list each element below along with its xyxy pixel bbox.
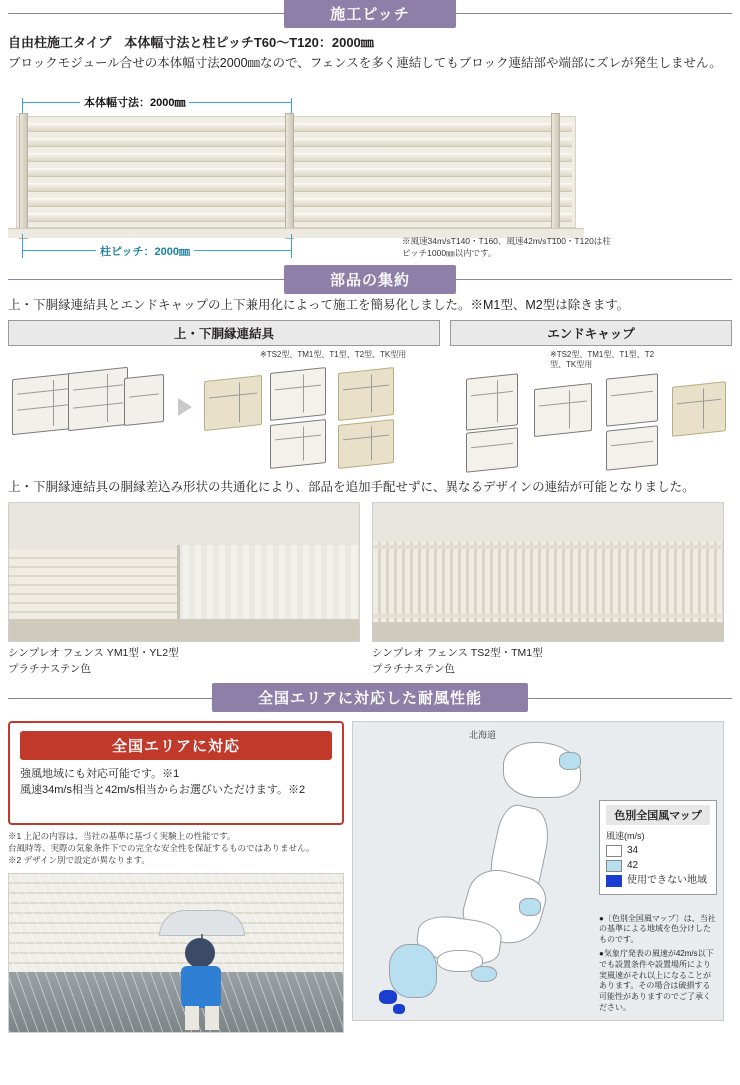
legend-swatch-unavailable (606, 875, 622, 887)
photo2-caption-line1: シンプレオ フェンス TS2型・TM1型 (372, 647, 543, 660)
photo-block-ts2 (372, 502, 724, 676)
parts-illustrations-connectors (8, 346, 440, 476)
parts-illustrations-endcap (450, 346, 732, 476)
parts-lead: 上・下胴縁連結具とエンドキャップの上下兼用化によって施工を簡易化しました。※M1型、M2型は除きます。 (8, 298, 630, 313)
photo1-caption-line1: シンプレオ フェンス YM1型・YL2型 (8, 647, 179, 660)
legend-label-42: 42 (627, 860, 639, 872)
photo1-caption-line2: プラチナステン色 (8, 662, 91, 675)
section-heading-wind-label: 全国エリアに対応した耐風性能 (212, 683, 528, 712)
map-region-south-island-2 (393, 1004, 405, 1014)
pitch-note: ※風速34m/sT140・T160、風速42m/sT100・T120は柱ピッチ1000㎜以内です。 (402, 236, 611, 258)
wind-red-tag: 全国エリアに対応 (20, 731, 332, 760)
legend-row-unavailable (606, 875, 710, 887)
legend-swatch-42 (606, 860, 622, 872)
parts-col-endcap (450, 320, 732, 476)
pitch-diagram (8, 78, 732, 258)
map-region-kyushu (389, 944, 437, 998)
map-legend-title: 色別全国風マップ (606, 805, 710, 825)
legend-row-42 (606, 860, 710, 872)
arrow-right-icon (178, 398, 192, 416)
wind-red-box (8, 721, 344, 825)
fence-illustration (16, 116, 576, 228)
legend-swatch-34 (606, 845, 622, 857)
map-region-hokkaido-east (559, 752, 581, 770)
legend-row-34 (606, 845, 710, 857)
map-label-hokkaido: 北海道 (469, 729, 497, 740)
map-region-chiba (519, 898, 541, 916)
parts-col-connectors (8, 320, 440, 476)
map-region-south-island-1 (379, 990, 397, 1004)
parts-note-left: ※TS2型、TM1型、T1型、T2型、TK型用 (260, 350, 407, 360)
section-pitch (0, 26, 740, 258)
pitch-title: 自由柱施工タイプ 本体幅寸法と柱ピッチT60〜T120：2000㎜ (8, 35, 374, 50)
dim-bottom-tick-right (291, 234, 292, 258)
dim-bottom-tick-left (22, 234, 23, 258)
dim-bottom-label: 柱ピッチ：2000㎜ (96, 243, 194, 259)
map-legend (599, 800, 717, 895)
map-region-kii (471, 966, 497, 982)
wind-disclaimer-3: ※2 デザイン別で設定が異なります。 (8, 855, 150, 866)
parts-col-connectors-title: 上・下胴縁連結具 (8, 320, 440, 346)
section-heading-parts (8, 266, 732, 292)
section-heading-wind (8, 685, 732, 711)
section-parts (0, 292, 740, 496)
parts-bottom-lead: 上・下胴縁連結具の胴縁差込み形状の共通化により、部品を追加手配せずに、異なるデザインの連結が可能となりました。 (8, 480, 695, 495)
wind-body-line1: 強風地域にも対応可能です。※1 (20, 767, 180, 780)
map-legend-unit: 風速(m/s) (606, 830, 645, 841)
wind-map-column (352, 721, 724, 1033)
wind-disclaimer-1: ※1 上記の内容は、当社の基準に基づく実験上の性能です。 (8, 830, 236, 841)
map-notes (599, 914, 717, 1014)
photo-block-ym1 (8, 502, 360, 676)
section-heading-pitch (8, 0, 732, 26)
dim-top-label: 本体幅寸法：2000㎜ (80, 94, 189, 110)
section-heading-parts-label: 部品の集約 (284, 265, 456, 294)
photo-rainy-scene (8, 873, 344, 1033)
legend-label-unavailable: 使用できない地域 (627, 875, 707, 887)
section-wind (0, 711, 740, 1033)
wind-body-line2: 風速34m/s相当と42m/s相当からお選びいただけます。※2 (20, 784, 306, 797)
photo2-caption-line2: プラチナステン色 (372, 662, 455, 675)
photo-fence-ts2-tm1 (372, 502, 724, 642)
map-note-1: ●〔色別全国風マップ〕は、当社の基準による地域を色分けしたものです。 (599, 913, 716, 945)
map-note-2: ●気象庁発表の風速が42m/s以下でも設置条件や設置場所により実風速がそれ以上になることがあります。その場合は破損する可能性がありますのでご了承ください。 (599, 949, 714, 1013)
wind-left-column (8, 721, 344, 1033)
parts-note-right: ※TS2型、TM1型、T1型、T2型、TK型用 (550, 350, 655, 370)
section-heading-pitch-label: 施工ピッチ (284, 0, 455, 28)
photo-fence-ym1-yl2 (8, 502, 360, 642)
wind-disclaimer-2: 台風時等、実際の気象条件下での完全な安全性を保証するものではありません。 (8, 843, 315, 854)
parts-col-endcap-title: エンドキャップ (450, 320, 732, 346)
legend-label-34: 34 (627, 845, 639, 857)
map-region-hokkaido (503, 742, 581, 798)
pitch-lead: ブロックモジュール合せの本体幅寸法2000㎜なので、フェンスを多く連結してもブロック連結部や端部にズレが発生しません。 (8, 56, 722, 70)
parts-photos (0, 502, 740, 676)
japan-wind-map (352, 721, 724, 1021)
